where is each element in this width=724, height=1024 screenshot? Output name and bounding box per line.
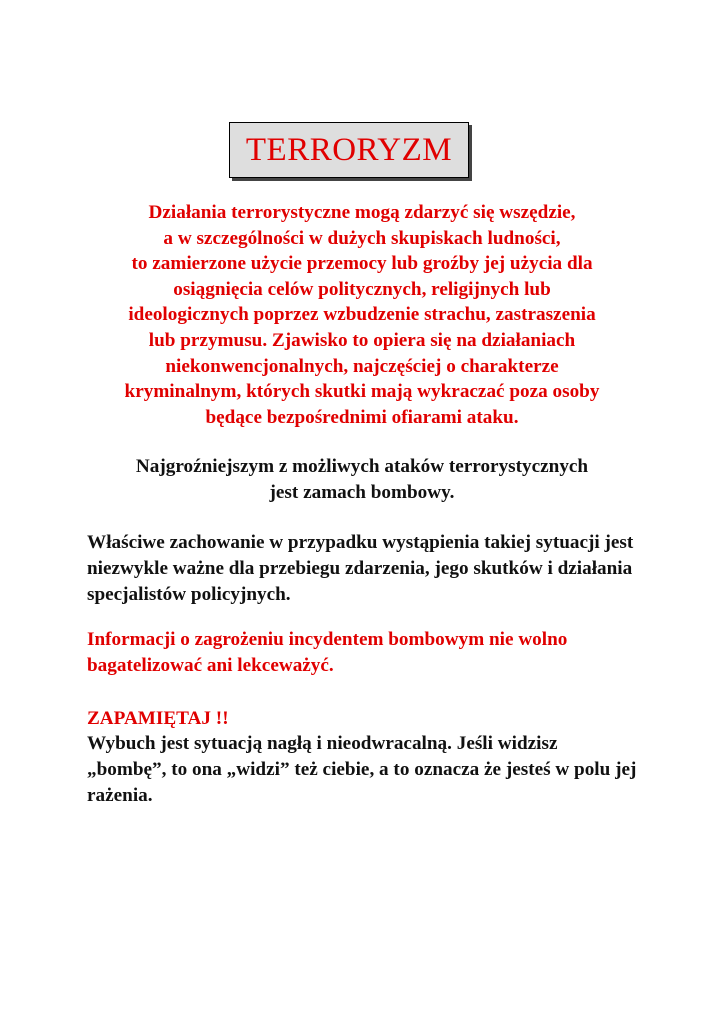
warning-line: Informacji o zagrożeniu incydentem bombowym nie wolno	[87, 629, 568, 650]
intro-line: ideologicznych poprzez wzbudzenie strachu, zastraszenia	[128, 304, 596, 326]
danger-paragraph	[70, 454, 654, 506]
remember-line: Jeśli widzisz „bombę”, to ona „widzi” też ciebie, a to	[87, 733, 558, 780]
intro-paragraph	[70, 200, 654, 430]
behavior-line: jego skutków i działania specjalistów policyjnych.	[87, 558, 633, 605]
title-box	[229, 122, 469, 178]
intro-line: kryminalnym, których skutki mają wykraczać poza osoby	[124, 381, 600, 403]
danger-line: jest zamach bombowy.	[269, 482, 455, 503]
remember-heading: ZAPAMIĘTAJ !!	[87, 708, 229, 729]
intro-line: niekonwencjonalnych, najczęściej o charakterze	[165, 355, 559, 377]
behavior-line: sytuacji jest niezwykle ważne dla przebiegu zdarzenia,	[87, 532, 634, 579]
intro-line: osiągnięcia celów politycznych, religijnych lub	[173, 278, 551, 300]
page-title: TERRORYZM	[245, 131, 453, 168]
remember-line: Wybuch jest sytuacją nagłą i nieodwracalną.	[87, 733, 452, 754]
warning-line: bagatelizować ani lekceważyć.	[87, 655, 334, 676]
intro-line: lub przymusu. Zjawisko to opiera się na działaniach	[148, 329, 576, 351]
intro-line: będące bezpośrednimi ofiarami ataku.	[205, 406, 519, 428]
intro-line: Działania terrorystyczne mogą zdarzyć się wszędzie,	[148, 202, 576, 223]
intro-line: a w szczególności w dużych skupiskach ludności,	[163, 227, 561, 249]
behavior-line: Właściwe zachowanie w przypadku wystąpienia takiej	[87, 532, 531, 553]
intro-line: to zamierzone użycie przemocy lub groźby jej użycia dla	[131, 253, 593, 275]
warning-paragraph	[87, 627, 639, 679]
remember-paragraph	[87, 731, 639, 809]
danger-line: Najgroźniejszym z możliwych ataków terrorystycznych	[135, 456, 589, 477]
remember-line: oznacza że jesteś w polu jej rażenia.	[87, 759, 637, 806]
behavior-paragraph	[87, 530, 639, 608]
